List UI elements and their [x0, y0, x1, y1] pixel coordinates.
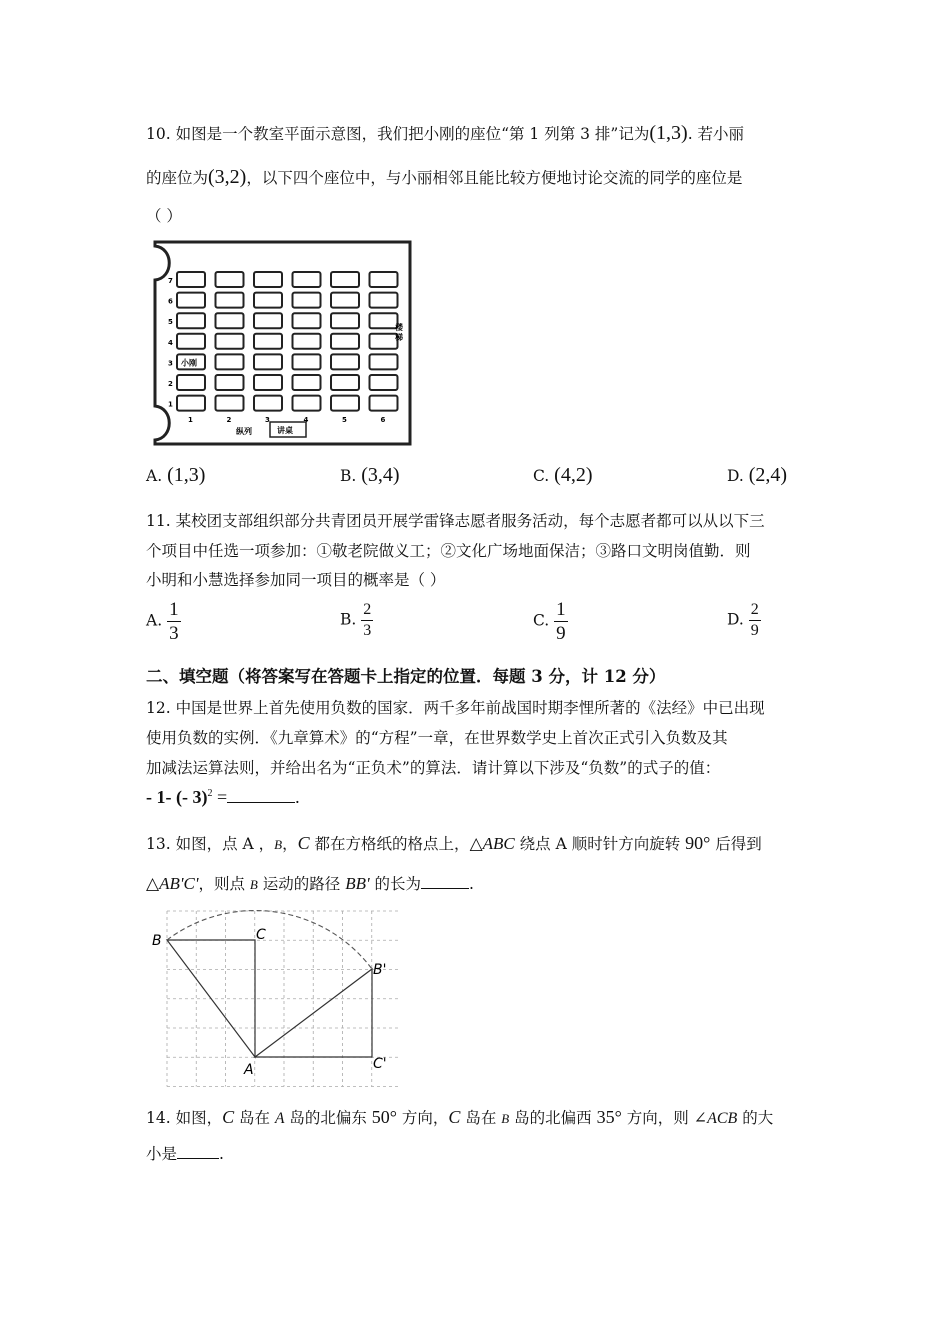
seat: [177, 272, 205, 287]
label-b-prime: B': [373, 962, 387, 978]
seat: [331, 354, 359, 369]
seat: [331, 272, 359, 287]
seat: [293, 396, 321, 411]
answer-blank[interactable]: [227, 802, 295, 803]
seat: [216, 293, 244, 308]
seat: [370, 334, 398, 349]
seat-label-xiaogang: 小刚: [181, 358, 197, 368]
column-numbers: [188, 416, 386, 424]
label-c-prime: C': [373, 1056, 387, 1072]
label-c: C: [256, 927, 266, 943]
seat: [177, 396, 205, 411]
q11-line1: 11. 某校团支部组织部分共青团员开展学雷锋志愿者服务活动，每个志愿者都可以从以下三: [146, 512, 765, 530]
seat: [331, 375, 359, 390]
q10-option-b[interactable]: B. (3,4): [340, 464, 400, 486]
seat: [370, 396, 398, 411]
seat: [254, 334, 282, 349]
seat: [216, 375, 244, 390]
seat: [254, 313, 282, 328]
row-number: 4: [168, 338, 173, 347]
q10-line1: 10. 如图是一个教室平面示意图，我们把小刚的座位“第 1 列第 3 排”记为(1,3). 若小丽: [146, 122, 745, 144]
q11-option-a[interactable]: A. $\frac{1}{3}$: [146, 599, 179, 644]
row-number: 5: [168, 318, 173, 327]
q11-option-c[interactable]: C. $\frac{1}{9}$: [533, 599, 566, 644]
label-a: A: [244, 1062, 254, 1078]
q10-option-d[interactable]: D. (2,4): [727, 464, 788, 486]
row-numbers: [168, 277, 173, 409]
seat: [293, 375, 321, 390]
q10-coord1: (1,3): [649, 122, 688, 144]
seat-grid: [177, 272, 398, 411]
column-number: 4: [303, 416, 309, 424]
seat: [254, 396, 282, 411]
q11-line2: 个项目中任选一项参加：①敬老院做义工；②文化广场地面保洁；③路口文明岗值勤．则: [146, 542, 751, 560]
seat: [177, 334, 205, 349]
classroom-diagram: [152, 240, 414, 446]
column-number: 6: [380, 416, 386, 424]
seat: [293, 293, 321, 308]
q13-line2: △AB'C'，则点 B 运动的路径 BB' 的长为 .: [146, 874, 474, 893]
seat: [216, 334, 244, 349]
seat: [331, 313, 359, 328]
seat: [177, 293, 205, 308]
seat: [370, 272, 398, 287]
row-number: 1: [168, 400, 173, 409]
q11-option-b[interactable]: B. $\frac{2}{3}$: [340, 601, 372, 639]
answer-blank[interactable]: [421, 888, 469, 889]
seat: [254, 354, 282, 369]
fraction: $\frac{1}{3}$: [169, 599, 179, 644]
seat: [331, 334, 359, 349]
seat: [293, 354, 321, 369]
seat: [177, 375, 205, 390]
stair-label: 楼梯: [395, 323, 403, 342]
fraction: $\frac{2}{9}$: [750, 601, 759, 639]
column-number: 3: [265, 416, 270, 424]
seat: [370, 354, 398, 369]
q12-line2: 使用负数的实例．《九章算术》的“方程”一章，在世界数学史上首次正式引入负数及其: [146, 729, 728, 747]
q12-expression: - 1- (- 3)$^2$ = .: [146, 787, 300, 807]
fraction: $\frac{2}{3}$: [363, 601, 372, 639]
section-title: 二、填空题（将答案写在答题卡上指定的位置．每题 3 分，计 12 分）: [146, 667, 666, 686]
seat: [254, 272, 282, 287]
q11-line3: 小明和小慧选择参加同一项目的概率是（ ）: [146, 571, 446, 589]
seat: [254, 375, 282, 390]
row-number: 3: [168, 359, 173, 368]
seat: [331, 293, 359, 308]
seat: [293, 313, 321, 328]
q14-line1: 14. 如图，C 岛在 A 岛的北偏东 50° 方向，C 岛在 B 岛的北偏西 35° 方向，则 ∠ACB 的大: [146, 1107, 774, 1127]
row-number: 6: [168, 297, 173, 306]
row-number: 2: [168, 380, 173, 388]
q10-line2: 的座位为(3,2)，以下四个座位中，与小丽相邻且能比较方便地讨论交流的同学的座位是: [146, 166, 743, 188]
q10-option-c[interactable]: C. (4,2): [533, 464, 593, 486]
podium-label: 讲桌: [277, 426, 293, 435]
row-number: 7: [168, 277, 173, 285]
rotation-diagram: [148, 904, 398, 1094]
label-b: B: [152, 933, 162, 949]
q12-line3: 加减法运算法则，并给出名为“正负术”的算法．请计算以下涉及“负数”的式子的值：: [146, 759, 721, 777]
seat: [216, 272, 244, 287]
q13-line1: 13. 如图，点 A ，B，C 都在方格纸的格点上，△ABC 绕点 A 顺时针方向旋转 90° 后得到: [146, 833, 762, 853]
q10-option-a[interactable]: A. (1,3): [146, 464, 206, 486]
aisle-label: 纵列: [236, 427, 252, 436]
q12-line1: 12. 中国是世界上首先使用负数的国家．两千多年前战国时期李悝所著的《法经》中已出现: [146, 699, 765, 717]
arc-bb-prime: BB': [345, 874, 370, 893]
seat: [370, 313, 398, 328]
seat: [216, 396, 244, 411]
seat: [331, 396, 359, 411]
q14-line2: 小是 .: [146, 1145, 224, 1163]
grid-paper: [167, 911, 398, 1087]
column-number: 5: [342, 416, 347, 424]
answer-blank[interactable]: [177, 1158, 219, 1159]
seat: [216, 313, 244, 328]
q10-coord2: (3,2): [208, 166, 247, 188]
q10-line3: （ ）: [146, 207, 182, 225]
column-number: 2: [226, 416, 232, 424]
seat: [177, 313, 205, 328]
seat: [216, 354, 244, 369]
seat: [254, 293, 282, 308]
seat: [293, 272, 321, 287]
seat: [370, 375, 398, 390]
seat: [293, 334, 321, 349]
column-number: 1: [188, 416, 193, 424]
fraction: $\frac{1}{9}$: [556, 599, 566, 644]
seat: [370, 293, 398, 308]
q11-option-d[interactable]: D. $\frac{2}{9}$: [727, 601, 759, 639]
